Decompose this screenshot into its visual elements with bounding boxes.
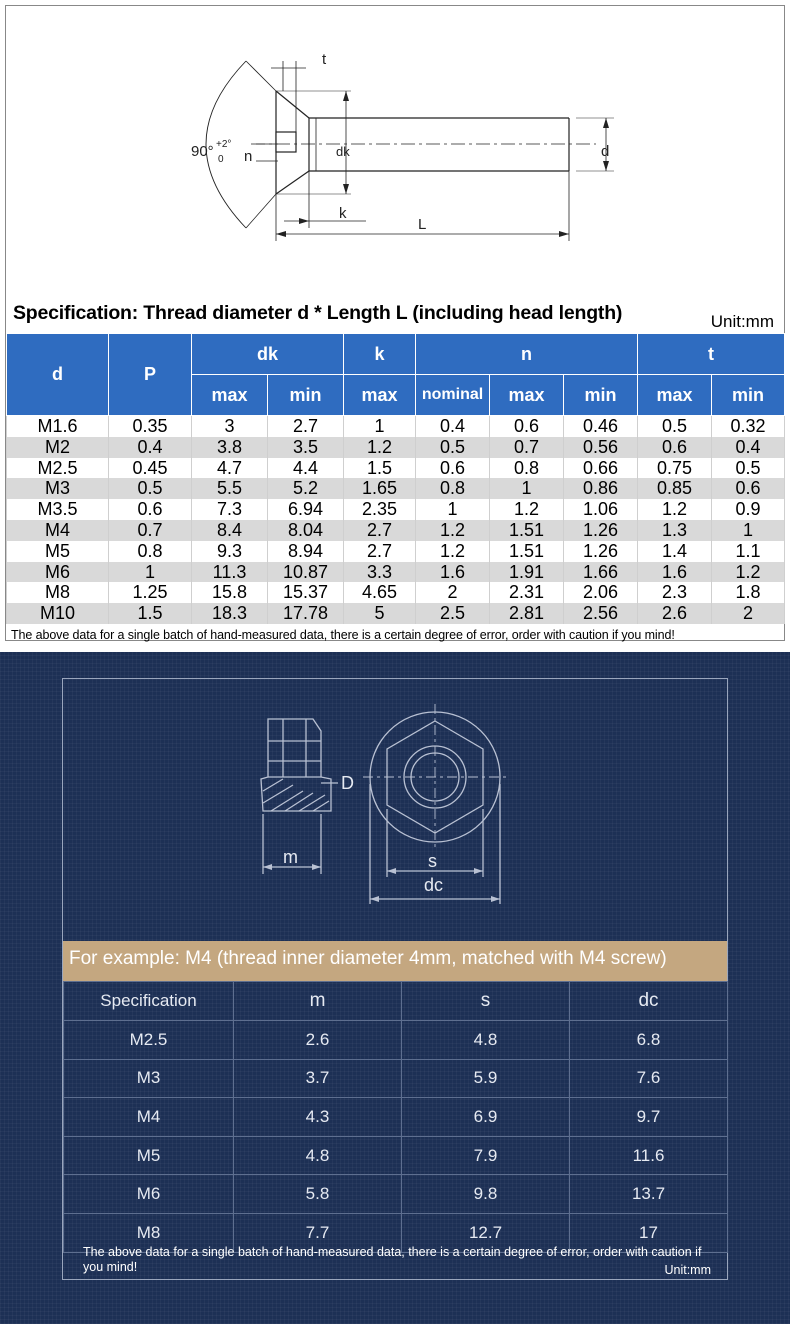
table-cell: 7.7 [234, 1213, 402, 1252]
table-cell: 1.2 [416, 520, 490, 541]
table-cell: M3 [7, 478, 109, 499]
table-cell: 1.66 [564, 562, 638, 583]
flange-nut-spec-panel [0, 652, 790, 1324]
table-cell: 2.5 [416, 603, 490, 624]
table-cell: 2.81 [490, 603, 564, 624]
table-cell: M10 [7, 603, 109, 624]
table-cell: 11.6 [570, 1136, 728, 1175]
label-n: n [244, 148, 253, 165]
table-cell: M3.5 [7, 499, 109, 520]
header-P: P [109, 334, 192, 416]
table-cell: M1.6 [7, 416, 109, 437]
table-cell: 2.6 [234, 1021, 402, 1060]
table-cell: 2.06 [564, 582, 638, 603]
table-cell: M4 [7, 520, 109, 541]
flange-nut-frame [62, 678, 728, 1280]
header-s: s [402, 982, 570, 1021]
header-t-min: min [712, 375, 785, 416]
table-cell: 11.3 [192, 562, 268, 583]
label-D: D [341, 773, 354, 793]
table-cell: 9.7 [570, 1098, 728, 1137]
table-cell: 0.56 [564, 437, 638, 458]
table-cell: 1.5 [109, 603, 192, 624]
table-cell: 1.2 [416, 541, 490, 562]
table-cell: 1 [344, 416, 416, 437]
table-cell: 0.9 [712, 499, 785, 520]
table-cell: 0.85 [638, 478, 712, 499]
header-t: t [638, 334, 785, 375]
header-dc: dc [570, 982, 728, 1021]
table-cell: 17.78 [268, 603, 344, 624]
flange-table [63, 981, 728, 1253]
table-cell: 0.8 [109, 541, 192, 562]
table-cell: 0.35 [109, 416, 192, 437]
table-cell: 1.26 [564, 541, 638, 562]
countersunk-screw-spec-panel [5, 5, 785, 641]
table-cell: 7.9 [402, 1136, 570, 1175]
table-cell: 4.7 [192, 458, 268, 479]
table-cell: 5.2 [268, 478, 344, 499]
table-cell: 0.5 [638, 416, 712, 437]
spec-table-body [7, 416, 785, 624]
table-cell: 6.8 [570, 1021, 728, 1060]
table-row [7, 416, 785, 437]
table-cell: 1.2 [490, 499, 564, 520]
table-cell: 0.46 [564, 416, 638, 437]
label-d: d [601, 143, 610, 160]
table-cell: 1.6 [638, 562, 712, 583]
table-cell: 1.26 [564, 520, 638, 541]
countersunk-screw-drawing [6, 6, 784, 302]
table-cell: 0.8 [416, 478, 490, 499]
table-cell: 8.04 [268, 520, 344, 541]
header-n: n [416, 334, 638, 375]
table-cell: 4.65 [344, 582, 416, 603]
table-cell: 2.7 [268, 416, 344, 437]
label-L: L [418, 216, 427, 233]
label-t: t [322, 51, 327, 68]
table-row [64, 1059, 728, 1098]
table-cell: 5.9 [402, 1059, 570, 1098]
table-cell: 0.5 [712, 458, 785, 479]
table-cell: 1.51 [490, 541, 564, 562]
table-cell: 1.4 [638, 541, 712, 562]
table-cell: 1.51 [490, 520, 564, 541]
table-cell: 8.94 [268, 541, 344, 562]
table-row [7, 541, 785, 562]
header-specification: Specification [64, 982, 234, 1021]
table-cell: 0.75 [638, 458, 712, 479]
table-cell: M6 [7, 562, 109, 583]
table-cell: 4.4 [268, 458, 344, 479]
table-cell: M6 [64, 1175, 234, 1214]
table-cell: 1.2 [638, 499, 712, 520]
table-cell: 2.31 [490, 582, 564, 603]
table-row [64, 1136, 728, 1175]
table-cell: M3 [64, 1059, 234, 1098]
table-cell: 4.8 [402, 1021, 570, 1060]
header-dk-min: min [268, 375, 344, 416]
table-cell: 6.94 [268, 499, 344, 520]
table-cell: 2.56 [564, 603, 638, 624]
table-cell: 5.5 [192, 478, 268, 499]
table-cell: 9.3 [192, 541, 268, 562]
table-cell: 2.35 [344, 499, 416, 520]
table-row [7, 582, 785, 603]
table-row [64, 1021, 728, 1060]
header-n-min: min [564, 375, 638, 416]
table-row [7, 562, 785, 583]
table-cell: M8 [64, 1213, 234, 1252]
table-cell: 0.7 [490, 437, 564, 458]
table-cell: 1.91 [490, 562, 564, 583]
header-m: m [234, 982, 402, 1021]
header-n-nominal: nominal [416, 375, 490, 416]
table-cell: 0.6 [416, 458, 490, 479]
label-s: s [428, 851, 437, 871]
table-cell: 1.2 [712, 562, 785, 583]
table-cell: 2.3 [638, 582, 712, 603]
table-cell: 1.3 [638, 520, 712, 541]
flange-table-body [64, 1021, 728, 1253]
unit-label-bottom: Unit:mm [664, 1263, 711, 1277]
table-cell: 3.3 [344, 562, 416, 583]
table-cell: 1.06 [564, 499, 638, 520]
table-row [7, 478, 785, 499]
table-cell: 12.7 [402, 1213, 570, 1252]
table-row [7, 520, 785, 541]
label-dc: dc [424, 875, 444, 895]
table-cell: M2.5 [7, 458, 109, 479]
table-cell: 0.5 [109, 478, 192, 499]
table-cell: M5 [7, 541, 109, 562]
table-cell: 1 [109, 562, 192, 583]
table-cell: 4.3 [234, 1098, 402, 1137]
table-cell: 17 [570, 1213, 728, 1252]
label-angle: 90° [191, 143, 214, 160]
table-cell: 9.8 [402, 1175, 570, 1214]
table-cell: 1.65 [344, 478, 416, 499]
table-cell: 8.4 [192, 520, 268, 541]
table-row [7, 437, 785, 458]
disclaimer-note: The above data for a single batch of hand-measured data, there is a certain degree of error, order with caution if you mind! [11, 628, 675, 642]
header-n-max: max [490, 375, 564, 416]
table-row [64, 1175, 728, 1214]
table-cell: 15.37 [268, 582, 344, 603]
header-dk-max: max [192, 375, 268, 416]
table-cell: 1.8 [712, 582, 785, 603]
table-cell: 0.4 [416, 416, 490, 437]
table-cell: 7.3 [192, 499, 268, 520]
table-cell: 0.6 [490, 416, 564, 437]
table-cell: 5 [344, 603, 416, 624]
table-cell: 1.6 [416, 562, 490, 583]
table-cell: 10.87 [268, 562, 344, 583]
table-cell: 4.8 [234, 1136, 402, 1175]
table-cell: 15.8 [192, 582, 268, 603]
example-text: For example: M4 (thread inner diameter 4mm, matched with M4 screw) [69, 948, 667, 969]
spec-title: Specification: Thread diameter d * Length L (including head length) [13, 302, 623, 324]
header-d: d [7, 334, 109, 416]
table-cell: 2.7 [344, 541, 416, 562]
table-cell: 0.4 [712, 437, 785, 458]
table-cell: 7.6 [570, 1059, 728, 1098]
table-cell: M5 [64, 1136, 234, 1175]
spec-table [6, 333, 785, 624]
unit-label: Unit:mm [710, 312, 774, 331]
header-t-max: max [638, 375, 712, 416]
table-cell: 0.32 [712, 416, 785, 437]
table-cell: 0.5 [416, 437, 490, 458]
table-cell: 18.3 [192, 603, 268, 624]
table-cell: 0.66 [564, 458, 638, 479]
table-cell: 2 [712, 603, 785, 624]
table-cell: 0.86 [564, 478, 638, 499]
table-cell: 1 [490, 478, 564, 499]
table-cell: 0.7 [109, 520, 192, 541]
table-row [7, 499, 785, 520]
table-row [7, 603, 785, 624]
label-tol-zero: 0 [218, 154, 224, 165]
table-cell: 1.5 [344, 458, 416, 479]
table-cell: 1.25 [109, 582, 192, 603]
table-cell: 1.2 [344, 437, 416, 458]
table-cell: M2.5 [64, 1021, 234, 1060]
table-cell: 1.1 [712, 541, 785, 562]
label-m: m [283, 847, 298, 867]
header-k: k [344, 334, 416, 375]
table-cell: 1 [416, 499, 490, 520]
label-dk: dk [336, 144, 350, 159]
table-cell: 3.7 [234, 1059, 402, 1098]
table-cell: 2 [416, 582, 490, 603]
table-cell: 6.9 [402, 1098, 570, 1137]
table-cell: 13.7 [570, 1175, 728, 1214]
table-cell: 0.45 [109, 458, 192, 479]
table-cell: M4 [64, 1098, 234, 1137]
table-cell: 2.6 [638, 603, 712, 624]
disclaimer-note-bottom: The above data for a single batch of hand-measured data, there is a certain degree of error, order with caution if you mind! [83, 1245, 702, 1274]
table-cell: 0.8 [490, 458, 564, 479]
header-k-max: max [344, 375, 416, 416]
table-row [7, 458, 785, 479]
table-cell: 2.7 [344, 520, 416, 541]
table-cell: M8 [7, 582, 109, 603]
table-cell: 1 [712, 520, 785, 541]
table-cell: M2 [7, 437, 109, 458]
example-banner [63, 941, 727, 981]
table-cell: 3.8 [192, 437, 268, 458]
table-cell: 5.8 [234, 1175, 402, 1214]
table-cell: 3.5 [268, 437, 344, 458]
table-cell: 0.4 [109, 437, 192, 458]
header-dk: dk [192, 334, 344, 375]
table-row [64, 1098, 728, 1137]
flange-nut-drawing [63, 679, 727, 939]
table-cell: 0.6 [638, 437, 712, 458]
label-k: k [339, 205, 347, 222]
table-cell: 0.6 [109, 499, 192, 520]
table-cell: 3 [192, 416, 268, 437]
label-tol-plus: +2° [216, 139, 232, 150]
table-cell: 0.6 [712, 478, 785, 499]
